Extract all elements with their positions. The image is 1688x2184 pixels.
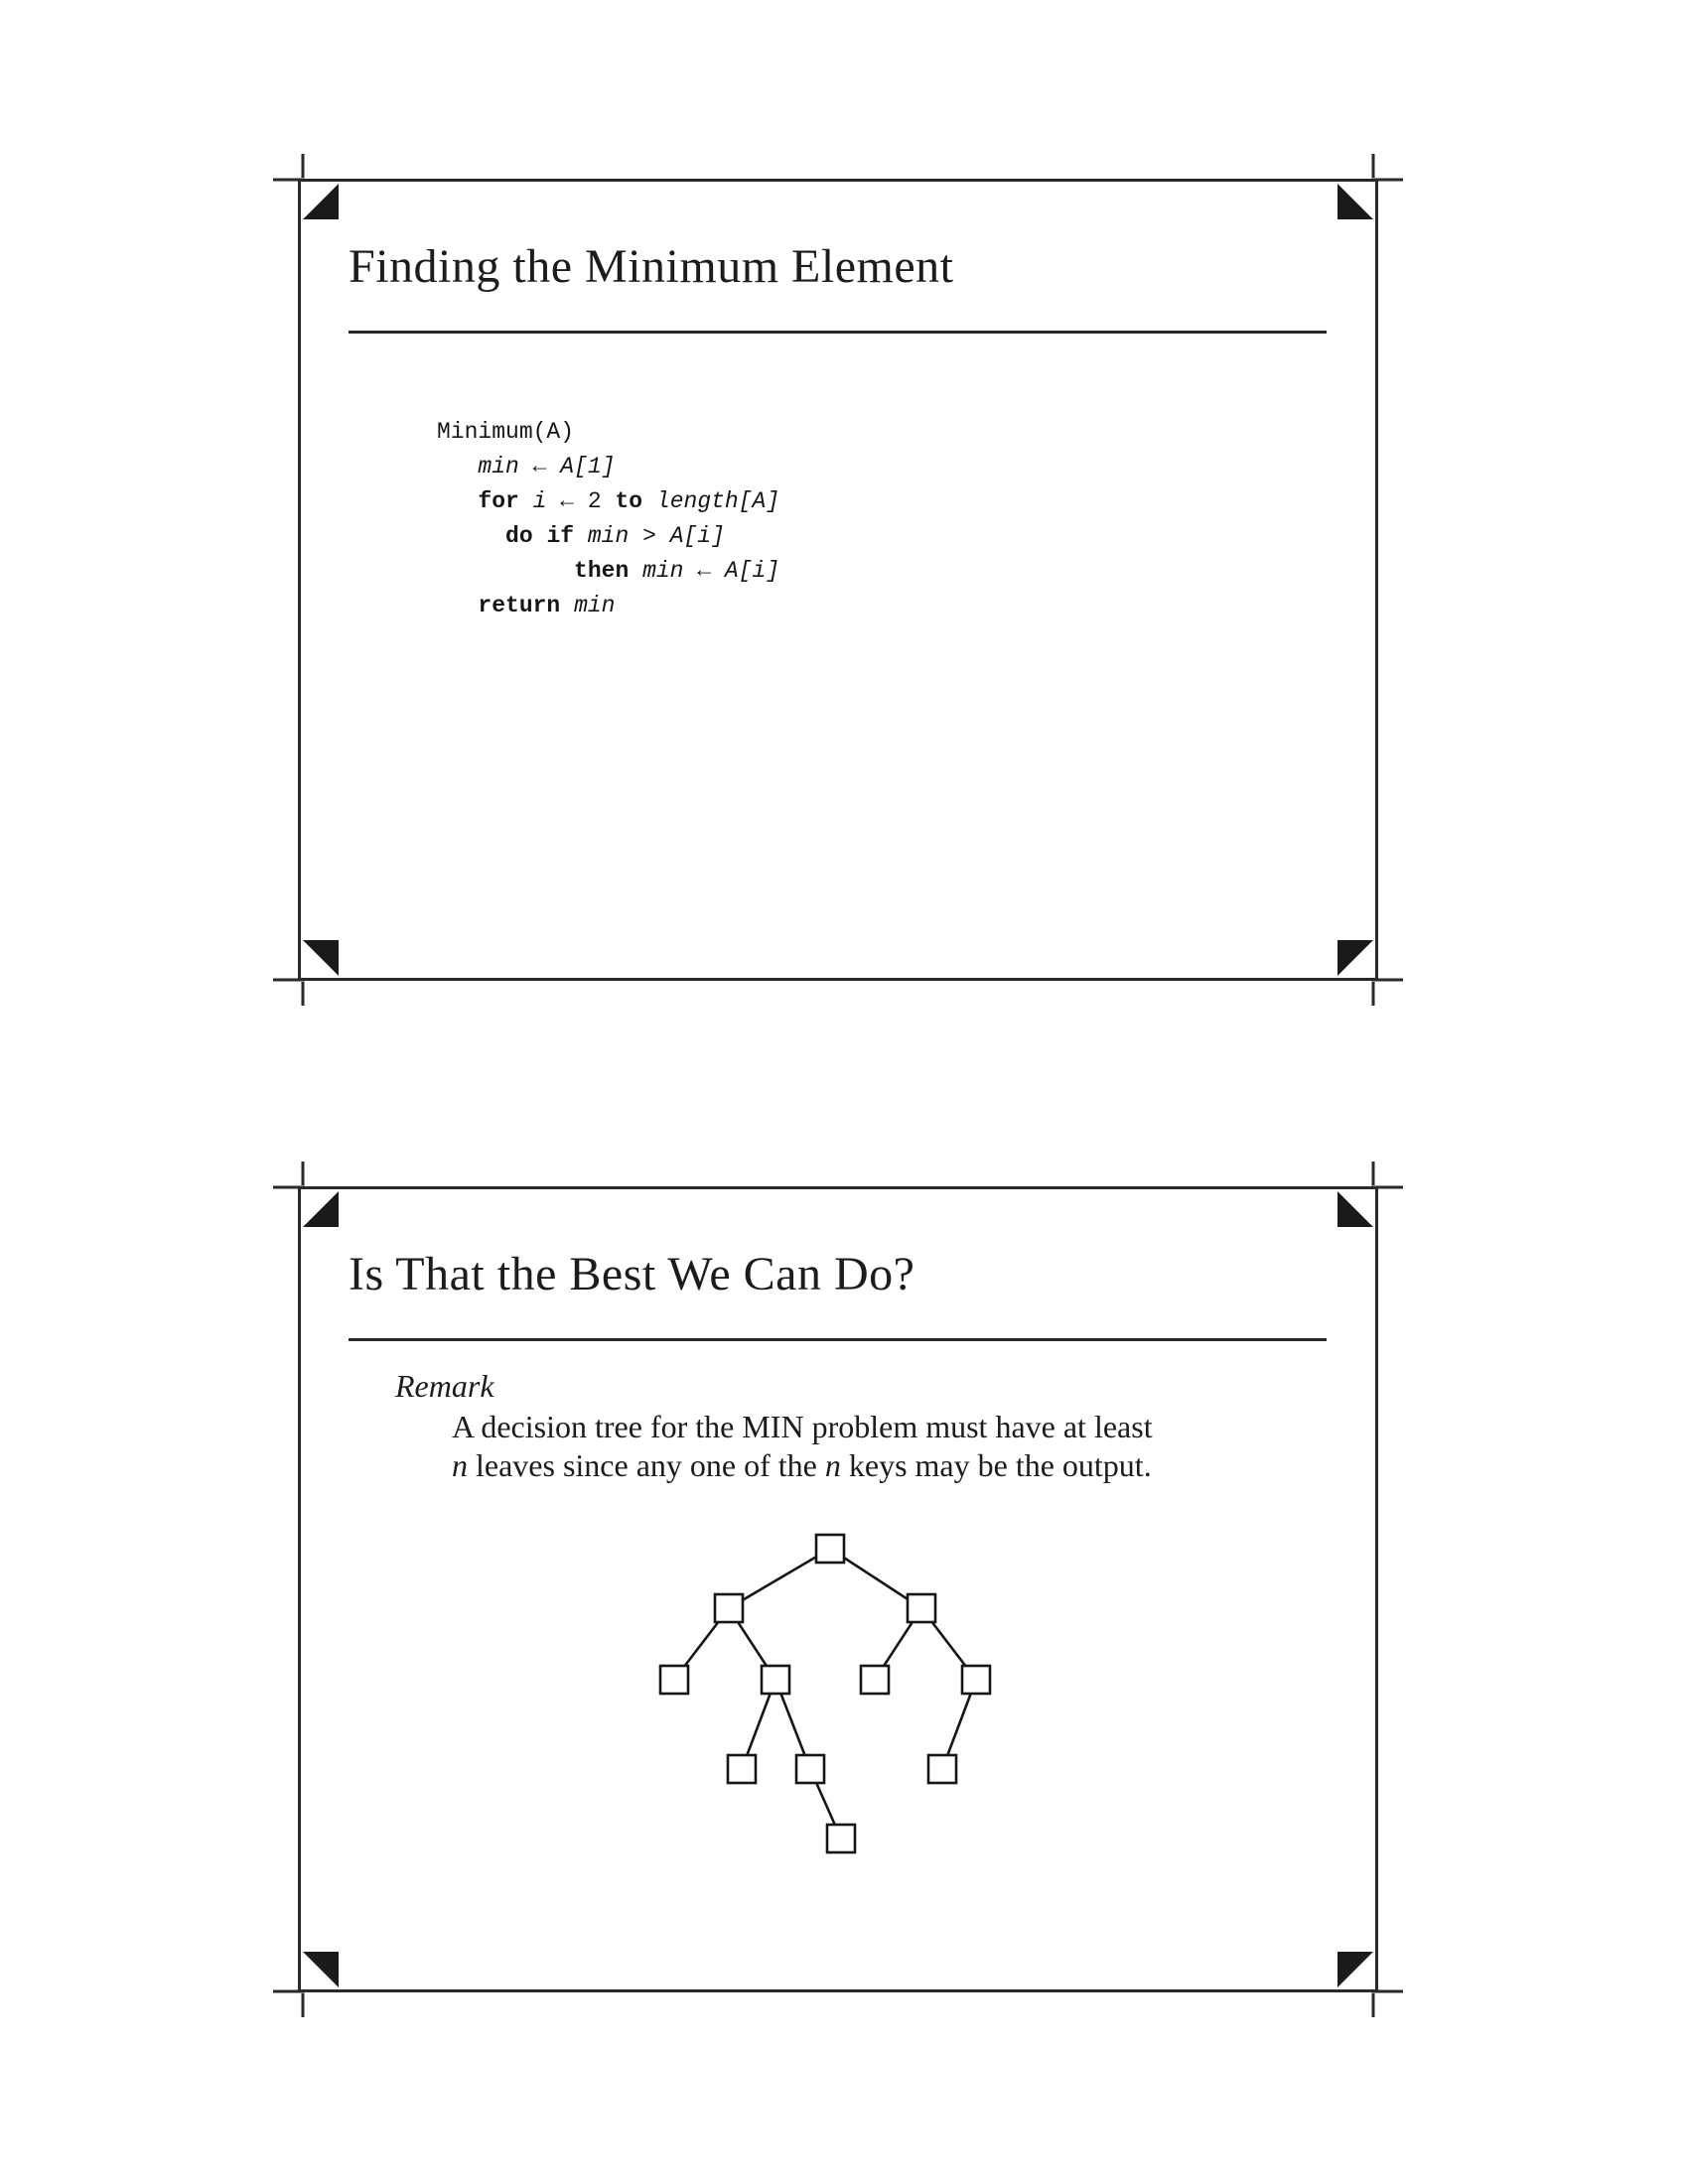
code-segment xyxy=(629,558,642,584)
remark-segment: keys may be the output. xyxy=(840,1447,1152,1483)
code-segment: if xyxy=(546,523,575,549)
code-segment: for xyxy=(478,488,519,514)
page-title: Finding the Minimum Element xyxy=(349,240,954,293)
tree-node xyxy=(962,1666,990,1694)
code-segment: return xyxy=(478,593,561,618)
code-segment xyxy=(437,523,505,549)
code-segment xyxy=(574,523,588,549)
corner-crop-mark-icon xyxy=(1334,1161,1403,1231)
corner-crop-mark-icon xyxy=(1334,936,1403,1006)
remark-label: Remark xyxy=(395,1368,494,1404)
code-segment: A[1] xyxy=(560,454,616,479)
tree-node xyxy=(816,1535,844,1563)
tree-node xyxy=(796,1755,824,1783)
code-segment: i xyxy=(532,488,547,514)
tree-node xyxy=(908,1594,935,1622)
corner-crop-mark-icon xyxy=(273,1161,343,1231)
code-segment xyxy=(642,488,656,514)
remark-segment: leaves since any one of the xyxy=(468,1447,825,1483)
corner-crop-mark-icon xyxy=(273,154,343,223)
code-segment: to xyxy=(615,488,643,514)
code-segment xyxy=(437,454,478,479)
tree-node xyxy=(660,1666,688,1694)
code-line xyxy=(437,589,779,623)
tree-node xyxy=(715,1594,743,1622)
code-segment: A[i] xyxy=(669,523,725,549)
tree-node xyxy=(928,1755,956,1783)
page-title: Is That the Best We Can Do? xyxy=(349,1248,915,1300)
code-line xyxy=(437,554,779,589)
code-segment: min xyxy=(642,558,684,584)
code-segment: then xyxy=(574,558,630,584)
tree-node xyxy=(728,1755,756,1783)
title-underline xyxy=(349,331,1327,334)
code-segment xyxy=(437,558,574,584)
code-segment xyxy=(533,523,547,549)
remark-segment: n xyxy=(452,1447,468,1483)
code-line xyxy=(437,415,779,450)
code-segment: min xyxy=(478,454,519,479)
code-line xyxy=(437,484,779,519)
corner-crop-mark-icon xyxy=(1334,1948,1403,2017)
code-segment: > xyxy=(629,523,670,549)
code-segment: do xyxy=(505,523,533,549)
remark-segment: n xyxy=(824,1447,841,1483)
code-segment xyxy=(560,593,574,618)
code-segment xyxy=(519,488,533,514)
corner-crop-mark-icon xyxy=(273,936,343,1006)
code-segment: ← 2 xyxy=(546,488,616,514)
code-segment: min xyxy=(574,593,616,618)
code-segment: ← xyxy=(683,558,725,584)
code-segment: A[i] xyxy=(724,558,780,584)
remark-line xyxy=(452,1408,1153,1446)
code-segment: ← xyxy=(518,454,561,479)
corner-crop-mark-icon xyxy=(1334,154,1403,223)
slide-best-we-can-do xyxy=(298,1186,1378,1992)
corner-crop-mark-icon xyxy=(273,1948,343,2017)
code-line xyxy=(437,450,779,484)
decision-tree-diagram xyxy=(597,1529,1034,1886)
remark-segment: A decision tree for the MIN problem must have at least xyxy=(452,1409,1153,1444)
code-segment: Minimum(A) xyxy=(437,419,575,445)
code-line xyxy=(437,519,779,554)
code-segment: min xyxy=(587,523,630,549)
pseudocode-block xyxy=(437,415,779,623)
code-segment xyxy=(437,488,478,514)
code-segment: length[A] xyxy=(655,488,780,514)
tree-node xyxy=(861,1666,889,1694)
remark-text-block xyxy=(452,1408,1153,1485)
tree-node xyxy=(827,1825,855,1852)
title-underline xyxy=(349,1338,1327,1341)
code-segment xyxy=(437,593,478,618)
tree-node xyxy=(762,1666,789,1694)
remark-line xyxy=(452,1446,1153,1485)
slide-finding-minimum xyxy=(298,179,1378,981)
